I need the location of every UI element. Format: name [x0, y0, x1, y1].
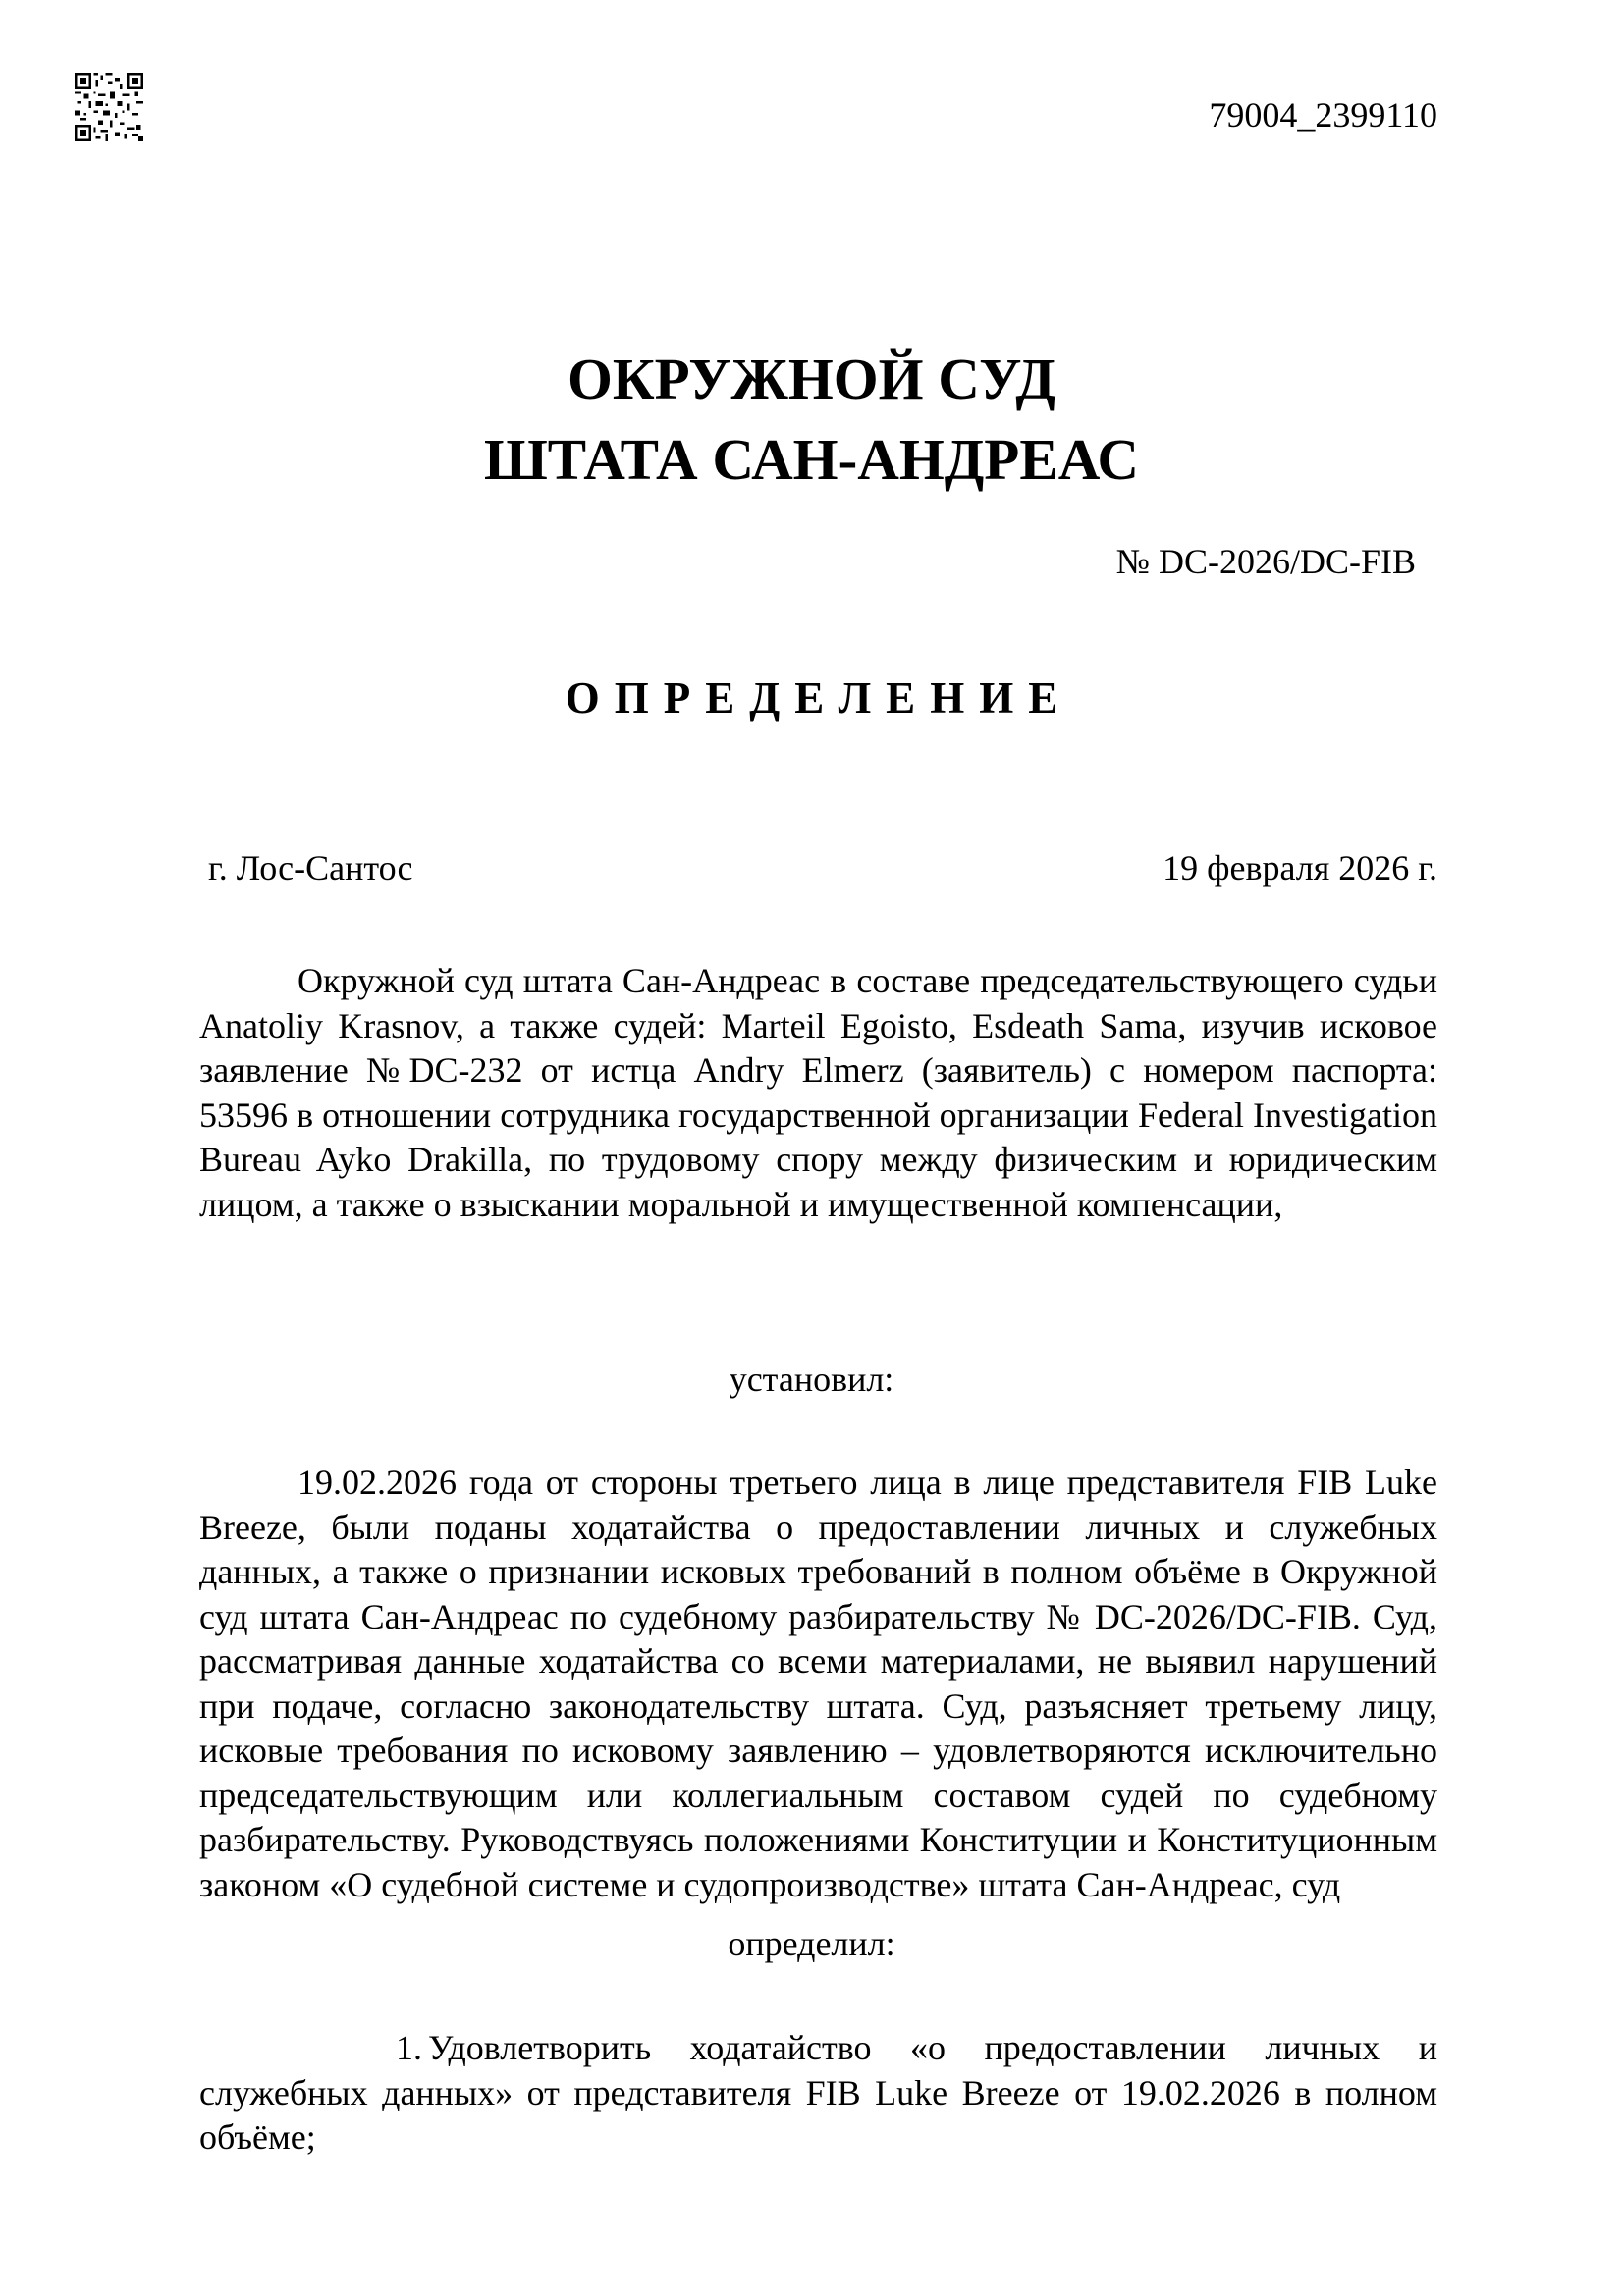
- decision-item: [199, 2026, 1437, 2161]
- decision-item-number: 1.: [396, 2028, 422, 2067]
- decided-heading: определил:: [728, 1924, 895, 1963]
- court-title: [0, 339, 1623, 500]
- place-of-issue: г. Лос-Сантос: [208, 848, 413, 887]
- court-title-line-1: ОКРУЖНОЙ СУД: [567, 347, 1056, 411]
- qr-code-icon: [75, 71, 143, 143]
- case-number: № DC-2026/DC-FIB: [1115, 542, 1416, 581]
- established-heading: установил:: [729, 1360, 894, 1399]
- decision-item-text: Удовлетворить ходатайство «о предоставлении личных и служебных данных» от представителя FIB Luke Breeze от 19.02.2026 в полном объёме;: [199, 2028, 1437, 2157]
- document-type-heading: ОПРЕДЕЛЕНИЕ: [565, 673, 1073, 722]
- court-title-line-2: ШТАТА САН-АНДРЕАС: [484, 427, 1139, 492]
- established-paragraph: 19.02.2026 года от стороны третьего лица в лице представителя FIB Luke Breeze, были поданы ходатайства о предоставлении личных и служебных данных, а также о признании исковых требований в полном объёме в Окружной суд штата Сан-Андреас по судебному разбирательству № DC-2026/DC-FIB. Суд, рассматривая данные ходатайства со всеми материалами, не выявил нарушений при подаче, согласно законодательству штата. Суд, разъясняет третьему лицу, исковые требования по исковому заявлению – удовлетворяются исключительно председательствующим или коллегиальным составом судей по судебному разбирательству. Руководствуясь положениями Конституции и Конституционным законом «О судебной системе и судопроизводстве» штата Сан-Андреас, суд: [199, 1463, 1437, 1904]
- intro-paragraph: Окружной суд штата Сан-Андреас в составе председательствующего судьи Anatoliy Krasnov, а также судей: Marteil Egoisto, Esdeath Sama, изучив исковое заявление №DC-232 от истца Andry Elmerz (заявитель) с номером паспорта: 53596 в отношении сотрудника государственной организации Federal Investigation Bureau Ayko Drakilla, по трудовому спору между физическим и юридическим лицом, а также о взыскании моральной и имущественной компенсации,: [199, 961, 1437, 1224]
- document-id: 79004_2399110: [1209, 95, 1437, 134]
- date-of-issue: 19 февраля 2026 г.: [1163, 848, 1437, 887]
